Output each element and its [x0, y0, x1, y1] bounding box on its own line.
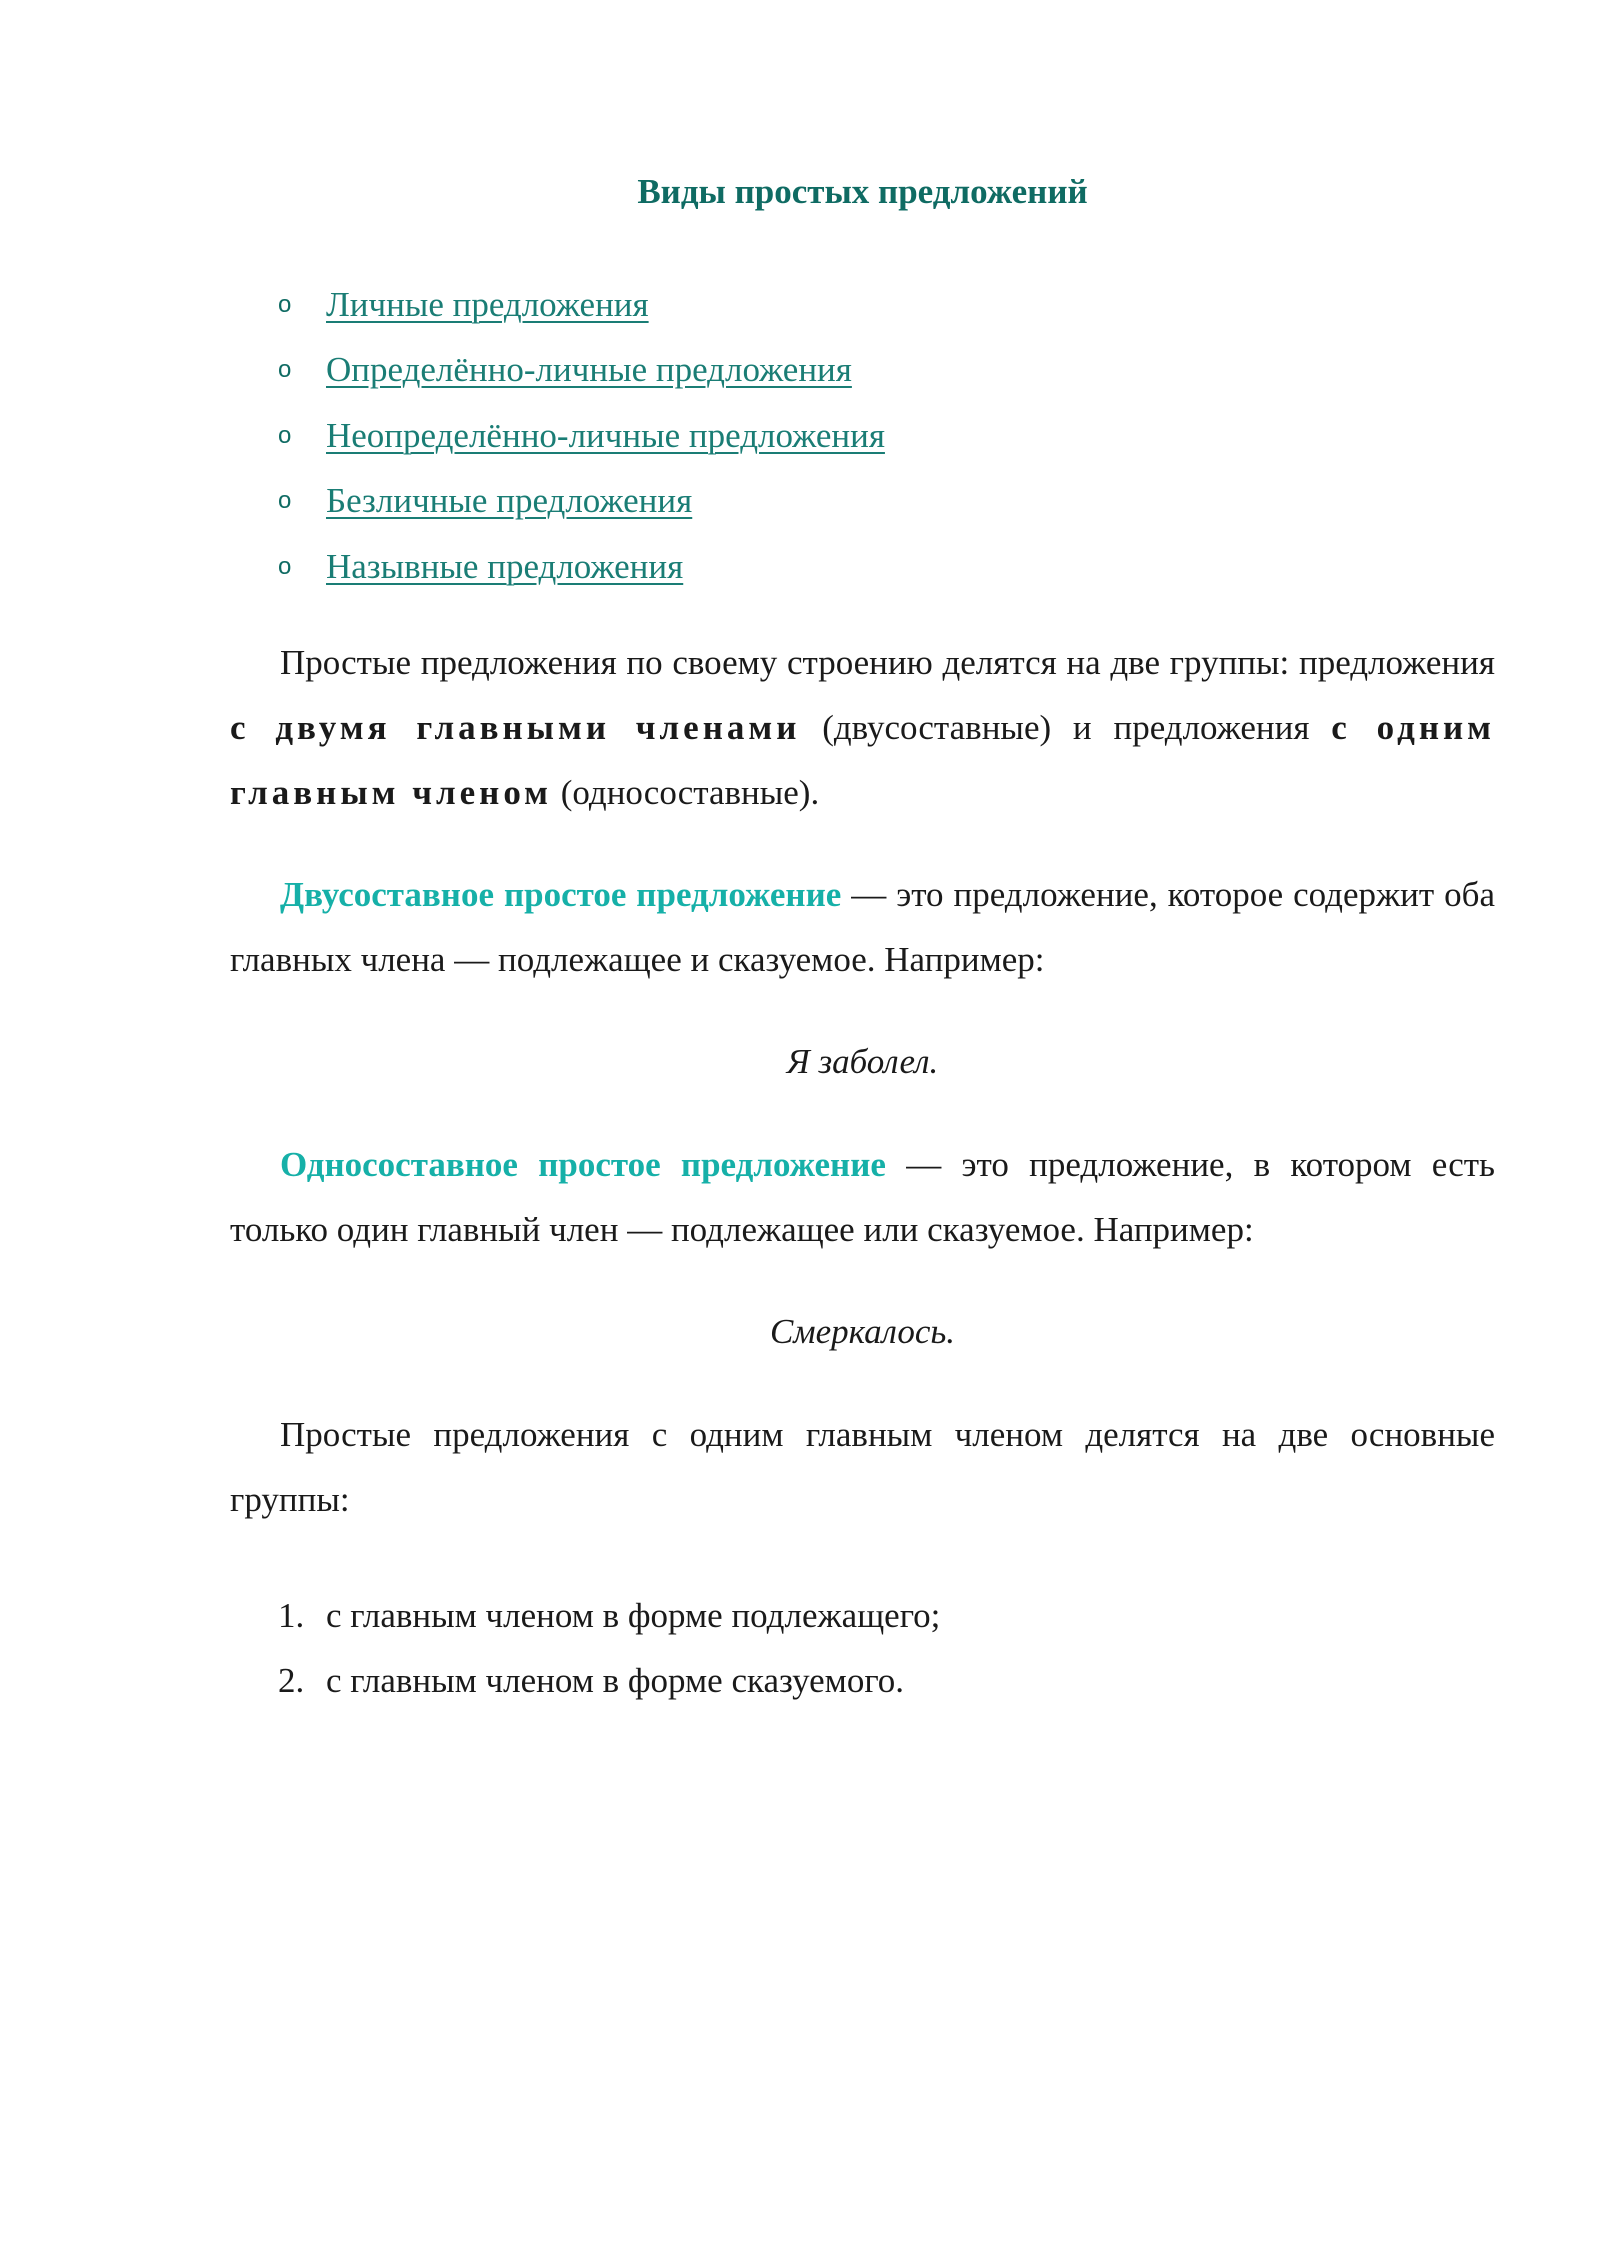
one-part-example: Смеркалось. [769, 1312, 956, 1351]
groups-list [278, 1583, 940, 1714]
circle-bullet-icon: o [278, 290, 292, 318]
toc-item-indefinite-personal [278, 403, 885, 469]
intro-paragraph [230, 630, 1495, 825]
two-part-example: Я заболел. [786, 1042, 939, 1081]
toc-item-personal [278, 272, 885, 338]
one-part-definition [230, 1132, 1495, 1262]
toc-link-indefinite-personal[interactable]: Неопределённо-личные предложения [326, 415, 885, 455]
circle-bullet-icon: o [278, 487, 292, 515]
intro-bold-one-member: с одним главным членом [230, 708, 1495, 812]
list-item-text: с главным членом в форме сказуемого. [326, 1661, 905, 1701]
intro-text-3: (односоставные). [552, 773, 820, 812]
circle-bullet-icon: o [278, 356, 292, 384]
groups-intro-paragraph: Простые предложения с одним главным членом делятся на две основные группы: [230, 1415, 1495, 1519]
intro-text-2: (двусоставные) и предложения [800, 708, 1332, 747]
toc-list [278, 272, 885, 600]
toc-link-nominative[interactable]: Назывные предложения [326, 546, 684, 586]
circle-bullet-icon: o [278, 421, 292, 449]
two-part-definition [230, 862, 1495, 992]
page-title: Виды простых предложений [637, 172, 1088, 211]
toc-item-nominative [278, 534, 885, 600]
two-part-definition-text: — это предложение, которое содержит оба главных члена — подлежащее и сказуемое. Например: [230, 875, 1495, 979]
list-number: 1. [278, 1595, 305, 1635]
two-part-term: Двусоставное простое предложение [280, 875, 842, 914]
one-part-definition-text: — это предложение, в котором есть только один главный член — подлежащее или сказуемое. Например: [230, 1145, 1495, 1249]
toc-link-personal[interactable]: Личные предложения [326, 284, 649, 324]
list-number: 2. [278, 1661, 305, 1701]
intro-bold-two-members: с двумя главными членами [230, 708, 801, 747]
toc-item-definite-personal [278, 338, 885, 404]
toc-item-impersonal [278, 469, 885, 535]
list-item [278, 1583, 940, 1649]
list-item [278, 1649, 940, 1715]
list-item-text: с главным членом в форме подлежащего; [326, 1595, 941, 1635]
toc-link-definite-personal[interactable]: Определённо-личные предложения [326, 350, 852, 390]
one-part-term: Односоставное простое предложение [280, 1145, 886, 1184]
toc-link-impersonal[interactable]: Безличные предложения [326, 481, 693, 521]
intro-text-1: Простые предложения по своему строению делятся на две группы: предложения [280, 643, 1495, 682]
circle-bullet-icon: o [278, 552, 292, 580]
